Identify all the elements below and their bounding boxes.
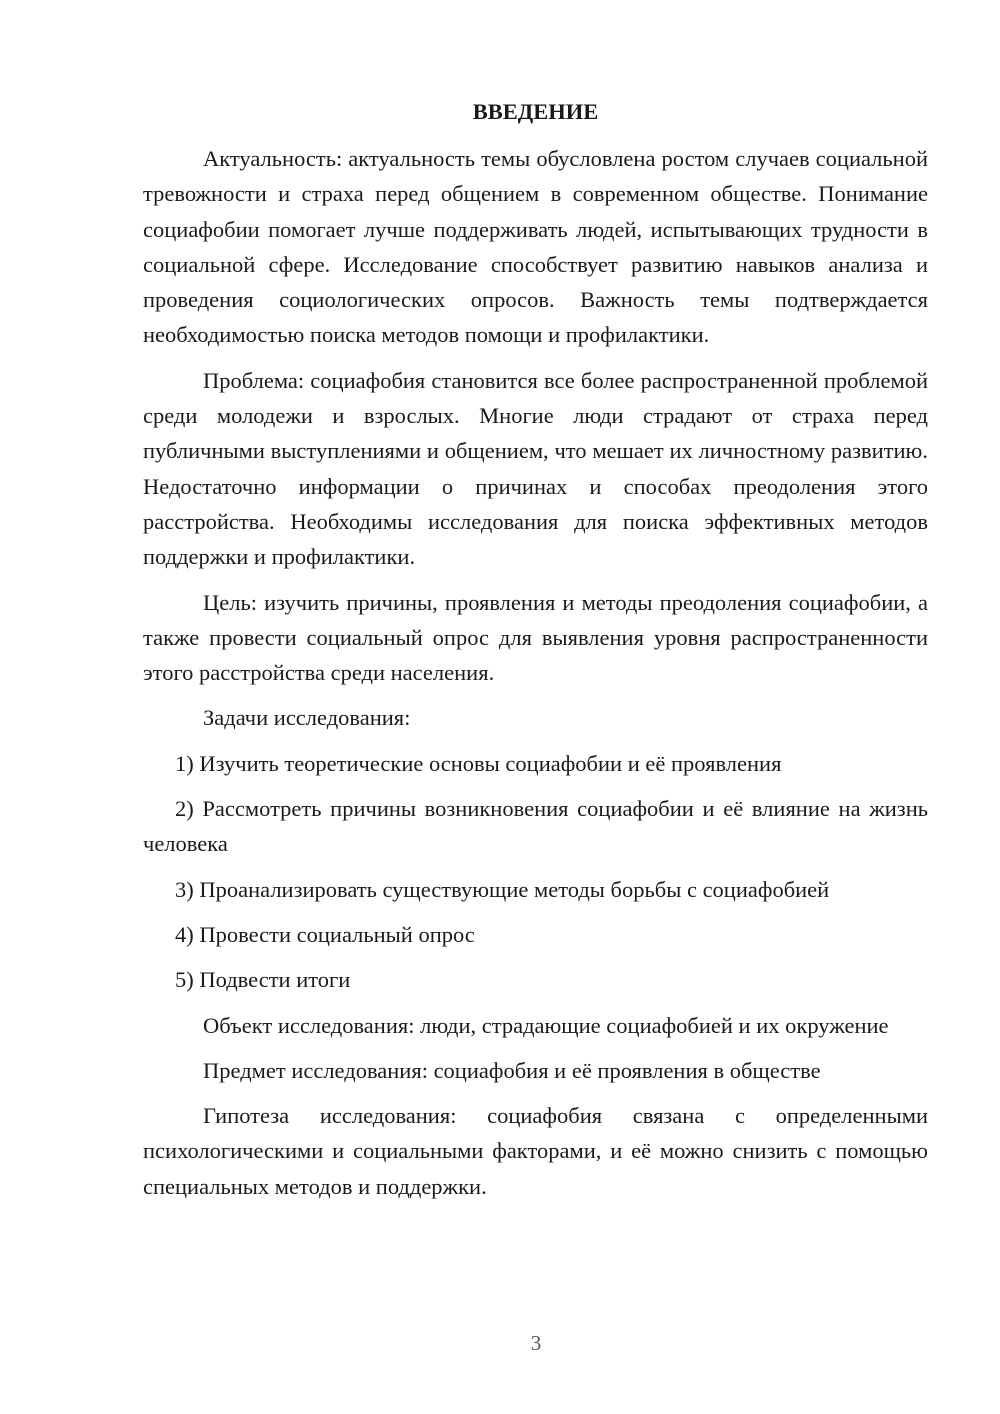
object-paragraph: Объект исследования: люди, страдающие социафобией и их окружение [203, 1012, 889, 1038]
subject-paragraph: Предмет исследования: социафобия и её проявления в обществе [203, 1057, 821, 1083]
relevance-paragraph: Актуальность: актуальность темы обусловлена ростом случаев социальной тревожности и страха перед общением в современном обществе. Понимание социафобии помогает лучше поддерживать людей, испытывающих трудности в социальной сфере. Исследование способствует развитию навыков анализа и проведения социологических опросов. Важность темы подтверждается необходимостью поиска методов помощи и профилактики. [143, 146, 928, 348]
task-item: 4) Провести социальный опрос [175, 921, 475, 947]
problem-paragraph: Проблема: социафобия становится все более распространенной проблемой среди молодежи и взрослых. Многие люди страдают от страха перед публичными выступлениями и общением, что мешает их личностному развитию. Недостаточно информации о причинах и способах преодоления этого расстройства. Необходимы исследования для поиска эффективных методов поддержки и профилактики. [143, 367, 928, 570]
section-title: ВВЕДЕНИЕ [472, 99, 599, 124]
tasks-heading: Задачи исследования: [203, 705, 411, 731]
goal-paragraph: Цель: изучить причины, проявления и методы преодоления социафобии, а также провести социальный опрос для выявления уровня распространенности этого расстройства среди населения. [143, 589, 928, 686]
hypothesis-paragraph: Гипотеза исследования: социафобия связана с определенными психологическими и социальными факторами, и её можно снизить с помощью специальных методов и поддержки. [143, 1103, 928, 1199]
task-item: 2) Рассмотреть причины возникновения социафобии и её влияние на жизнь человека [143, 796, 928, 857]
page-number: 3 [530, 1331, 542, 1355]
page-content [143, 94, 928, 1214]
task-item: 3) Проанализировать существующие методы борьбы с социафобией [175, 876, 830, 902]
task-item: 5) Подвести итоги [175, 967, 351, 993]
task-item: 1) Изучить теоретические основы социафобии и её проявления [175, 750, 782, 776]
